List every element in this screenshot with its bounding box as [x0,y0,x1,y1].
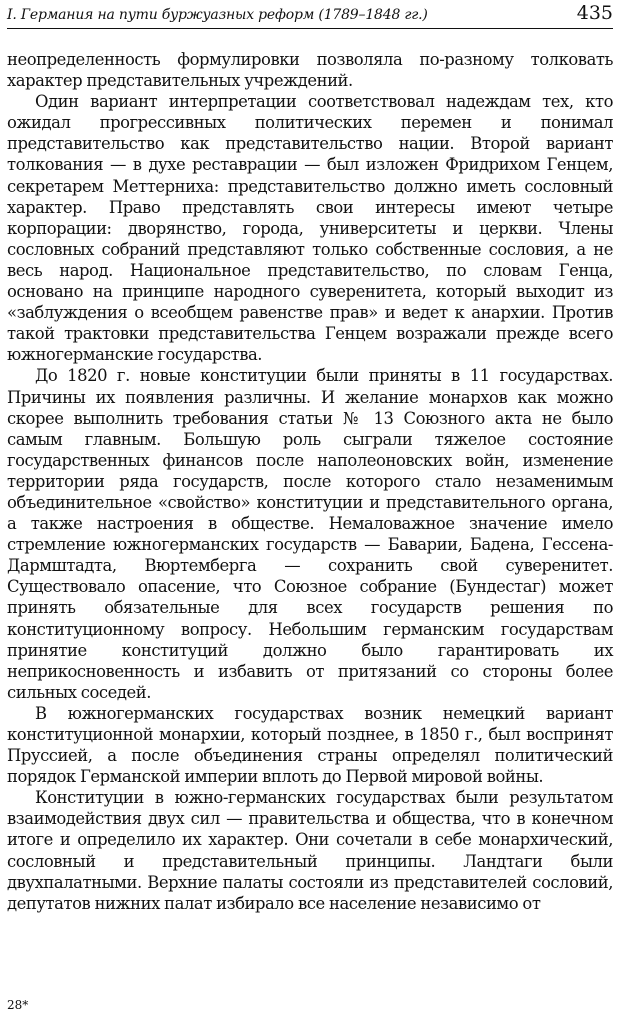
running-header [7,2,613,29]
printer-signature-mark: 28* [7,998,29,1012]
running-header-title: I. Германия на пути буржуазных реформ (1789–1848 гг.) [7,7,428,23]
paragraph: Конституции в южно-германских государствах были результатом взаимодействия двух сил — правительства и общества, что в конечном итоге и определило их характер. Они сочетали в себе монархический, сословный и представительный принципы. Ландтаги были двухпалатными. Верхние палаты состояли из представителей сословий, депутатов нижних палат избирало все население независимо от [7,788,613,913]
paragraph-continuation: неопределенность формулировки позволяла по-разному толковать характер представительных учреждений. [7,50,613,91]
paragraph: В южногерманских государствах возник немецкий вариант конституционной монархии, который позднее, в 1850 г., был воспринят Пруссией, а после объединения страны определял политический порядок Германской империи вплоть до Первой мировой войны. [7,703,613,787]
paragraph: До 1820 г. новые конституции были приняты в 11 государствах. Причины их появления различны. И желание монархов как можно скорее выполнить требования статьи № 13 Союзного акта не было самым главным. Большую роль сыграли тяжелое состояние государственных финансов после наполеоновских войн, изменение территории ряда государств, после которого стало незаменимым объединительное «свойство» конституции и представительного органа, а также настроения в обществе. Немаловажное значение имело стремление южногерманских государств — Баварии, Бадена, Гессена-Дармштадта, Вюртемберга — сохранить свой суверенитет. Существовало опасение, что Союзное собрание (Бундестаг) может принять обязательные для всех государств решения по конституционному вопросу. Небольшим германским государствам принятие конституций должно было гарантировать их неприкосновенность и избавить от притязаний со стороны более сильных соседей. [7,366,613,702]
page-number: 435 [576,2,613,24]
paragraph: Один вариант интерпретации соответствовал надеждам тех, кто ожидал прогрессивных политических перемен и понимал представительство как представительство нации. Второй вариант толкования — в духе реставрации — был изложен Фридрихом Генцем, секретарем Меттерниха: представительство должно иметь сословный характер. Право представлять свои интересы имеют четыре корпорации: дворянство, города, университеты и церкви. Члены сословных собраний представляют только собственные сословия, а не весь народ. Национальное представительство, по словам Генца, основано на принципе народного суверенитета, который выходит из «заблуждения о всеобщем равенстве прав» и ведет к анархии. Против такой трактовки представительства Генцем возражали прежде всего южногерманские государства. [7,92,613,365]
body-text [7,49,613,914]
